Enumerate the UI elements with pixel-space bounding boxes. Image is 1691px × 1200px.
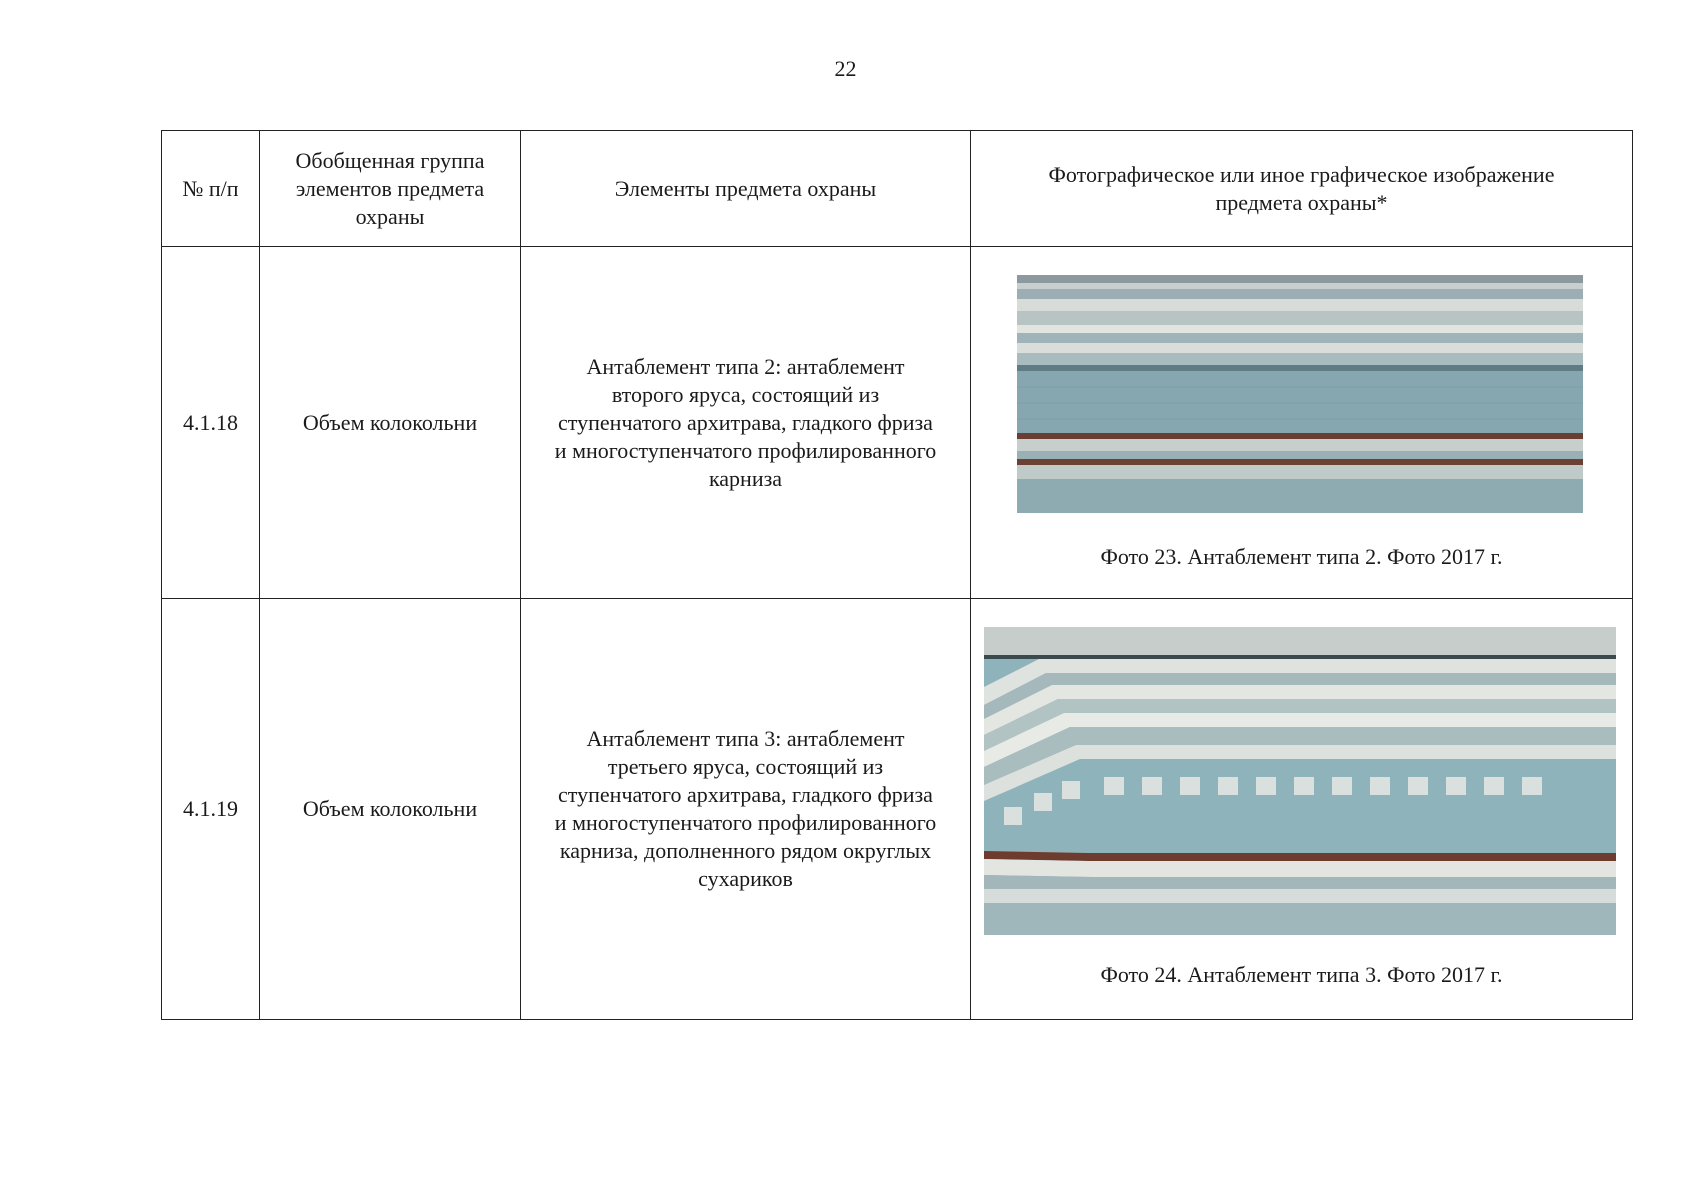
- table-header-row: [162, 131, 1633, 247]
- row-image-cell: [971, 599, 1633, 1020]
- photo-caption: Фото 23. Антаблемент типа 2. Фото 2017 г.: [1100, 544, 1503, 569]
- row-image-cell: [971, 247, 1633, 599]
- row-number: 4.1.19: [162, 599, 260, 1020]
- row-group: Объем колокольни: [260, 599, 521, 1020]
- row-number: 4.1.18: [162, 247, 260, 599]
- photo-caption: Фото 24. Антаблемент типа 3. Фото 2017 г.: [1100, 962, 1503, 987]
- header-elements: Элементы предмета охраны: [521, 131, 971, 247]
- table-row: [162, 599, 1633, 1020]
- header-group: Обобщенная группа элементов предмета охраны: [260, 131, 521, 247]
- entablature-photo: [1017, 275, 1583, 513]
- header-image: Фотографическое или иное графическое изображение предмета охраны*: [971, 131, 1633, 247]
- row-elements: Антаблемент типа 2: антаблемент второго яруса, состоящий из ступенчатого архитрава, гладкого фриза и многоступенчатого профилированного карниза: [521, 247, 971, 599]
- header-number: № п/п: [162, 131, 260, 247]
- table-row: [162, 247, 1633, 599]
- page-number: 22: [834, 56, 857, 81]
- row-elements: Антаблемент типа 3: антаблемент третьего яруса, состоящий из ступенчатого архитрава, гладкого фриза и многоступенчатого профилированного карниза, дополненного рядом округлых сухариков: [521, 599, 971, 1020]
- protection-table: [161, 130, 1633, 1020]
- row-group: Объем колокольни: [260, 247, 521, 599]
- entablature-photo: [984, 627, 1616, 935]
